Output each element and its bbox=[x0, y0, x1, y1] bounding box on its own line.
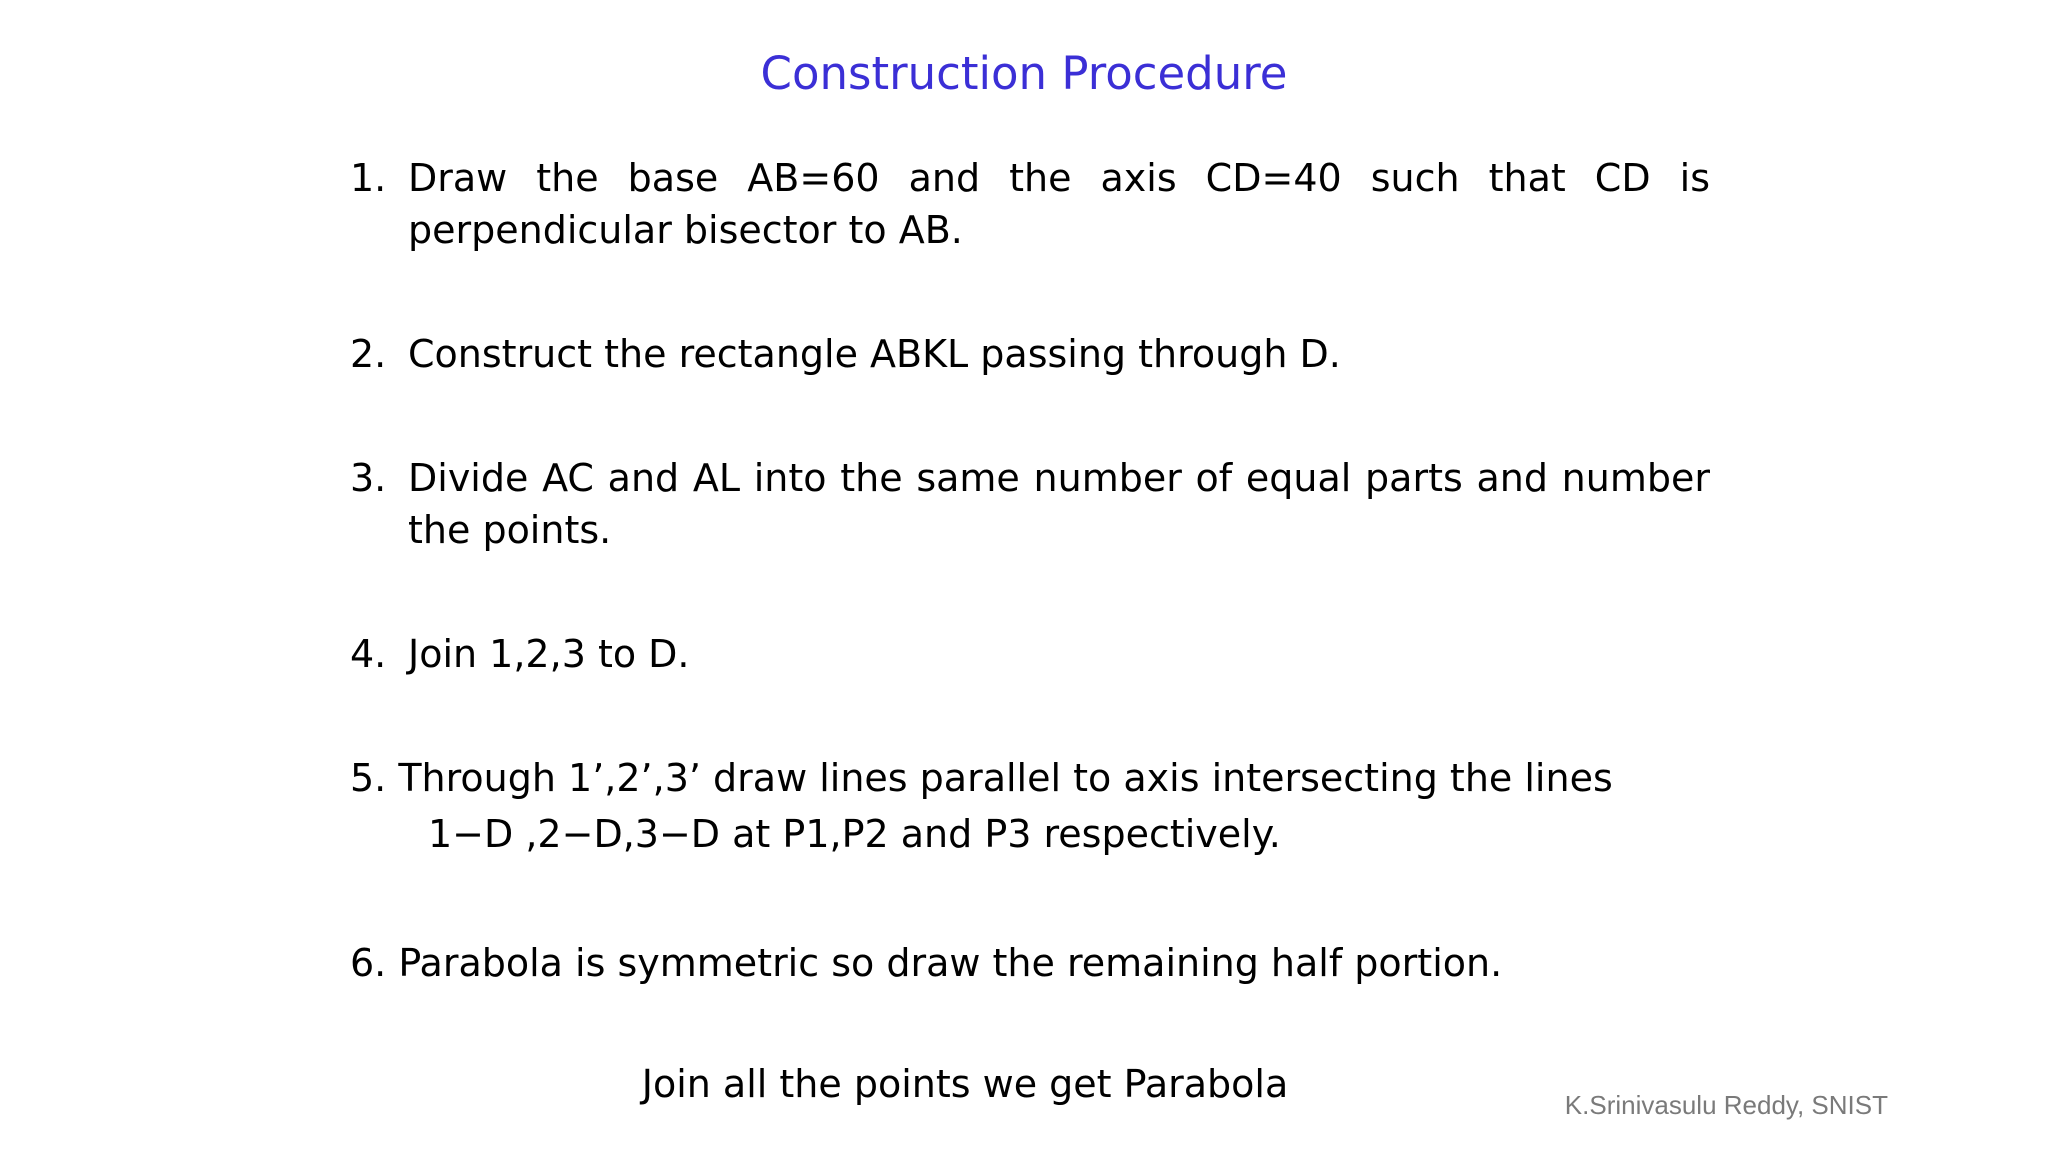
author-credit: K.Srinivasulu Reddy, SNIST bbox=[1564, 1090, 1888, 1120]
step-4 bbox=[350, 628, 1710, 680]
step-1-text: Draw the base AB=60 and the axis CD=40 such that CD is perpendicular bisector to AB. bbox=[408, 156, 1710, 252]
step-1-number: 1. bbox=[350, 156, 387, 200]
slide-title: Construction Procedure bbox=[760, 47, 1288, 100]
step-2-text: Construct the rectangle ABKL passing through D. bbox=[408, 332, 1341, 376]
step-1 bbox=[350, 152, 1710, 256]
step-6 bbox=[350, 937, 1710, 989]
step-5-text: 5. Through 1’,2’,3’ draw lines parallel to axis intersecting the lines bbox=[350, 756, 1613, 800]
step-3 bbox=[350, 452, 1710, 556]
step-5 bbox=[350, 752, 1710, 804]
closing-statement: Join all the points we get Parabola bbox=[641, 1062, 1289, 1106]
step-4-number: 4. bbox=[350, 632, 387, 676]
step-4-text: Join 1,2,3 to D. bbox=[408, 632, 690, 676]
step-3-number: 3. bbox=[350, 456, 387, 500]
step-6-text: 6. Parabola is symmetric so draw the remaining half portion. bbox=[350, 941, 1503, 985]
step-3-text: Divide AC and AL into the same number of equal parts and number the points. bbox=[408, 456, 1710, 552]
step-5-continuation: 1−D ,2−D,3−D at P1,P2 and P3 respectively. bbox=[428, 812, 1281, 856]
step-2-number: 2. bbox=[350, 332, 387, 376]
step-2 bbox=[350, 328, 1710, 380]
